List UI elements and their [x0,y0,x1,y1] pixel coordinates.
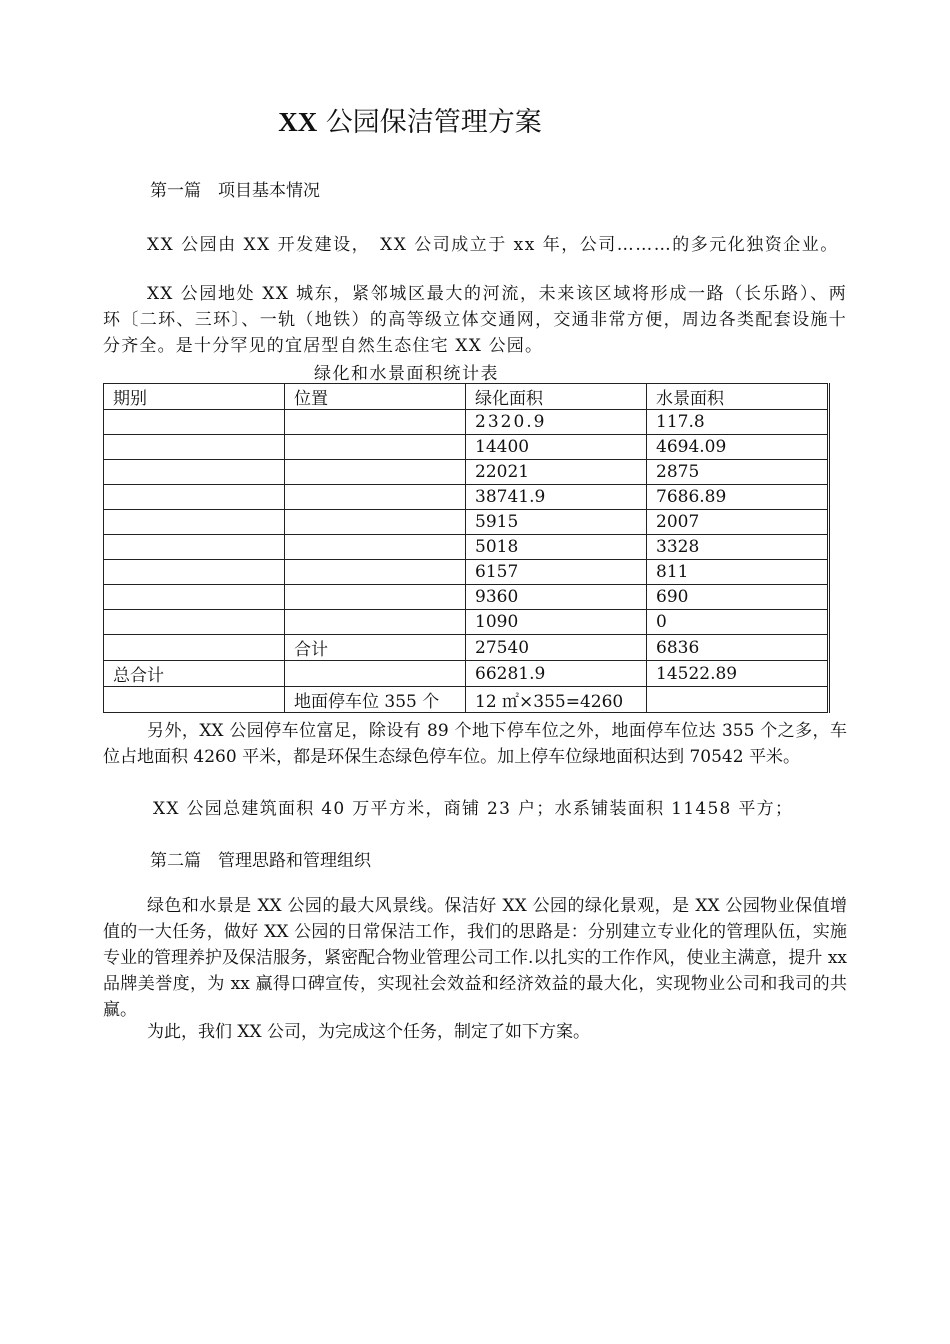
table-cell: 38741.9 [466,485,647,510]
table-cell: 6157 [466,560,647,585]
table-row [104,410,829,435]
table-row [104,510,829,535]
table-cell [104,460,285,485]
table-cell [285,510,466,535]
table-header-row [104,384,829,410]
table-cell [647,687,829,713]
table-cell [104,435,285,460]
table-cell [104,535,285,560]
table-cell: 9360 [466,585,647,610]
closing-paragraph-2: 为此，我们 XX 公司，为完成这个任务，制定了如下方案。 [147,1022,591,1042]
table-cell: 14522.89 [647,661,829,687]
table-cell: 811 [647,560,829,585]
table-row [104,610,829,635]
table-cell [104,485,285,510]
table-cell [104,610,285,635]
table-cell: 5915 [466,510,647,535]
table-cell: 5018 [466,535,647,560]
table-cell: 2875 [647,460,829,485]
closing-paragraph-1: 绿色和水景是 XX 公园的最大风景线。保洁好 XX 公园的绿化景观，是 XX 公园物业保值增值的一大任务，做好 XX 公园的日常保洁工作，我们的思路是：分别建立专业化的管理队伍，实施专业的管理养护及保洁服务，紧密配合物业管理公司工作.以扎实的工作作风，使业主满意，提升 xx 品牌美誉度，为 xx 赢得口碑宣传，实现社会效益和经济效益的最大化，实现物业公司和我司的共赢。 [103,896,847,1020]
section-2-heading: 第二篇 管理思路和管理组织 [150,851,371,871]
table-cell [285,535,466,560]
table-cell [285,610,466,635]
table-cell [285,560,466,585]
table-cell: 66281.9 [466,661,647,687]
table-cell: 2320.9 [466,410,647,435]
table-cell: 6836 [647,635,829,661]
table-caption: 绿化和水景面积统计表 [314,364,499,384]
table-cell [285,661,466,687]
intro-paragraph-1: XX 公园由 XX 开发建设， XX 公司成立于 xx 年，公司………的多元化独资企业。 [147,235,839,255]
header-location: 位置 [285,384,466,410]
table-row [104,535,829,560]
table-row [104,460,829,485]
table-cell [285,435,466,460]
table-cell: 总合计 [104,661,285,687]
table-cell: 合计 [285,635,466,661]
area-paragraph: XX 公园总建筑面积 40 万平方米，商铺 23 户；水系铺装面积 11458 平方； [153,799,794,819]
table-cell: 22021 [466,460,647,485]
table-cell: 690 [647,585,829,610]
table-total-row [104,661,829,687]
table-parking-row [104,687,829,713]
table-cell [285,485,466,510]
header-water-area: 水景面积 [647,384,829,410]
table-row [104,485,829,510]
parking-paragraph: 另外，XX 公园停车位富足，除设有 89 个地下停车位之外，地面停车位达 355 个之多，车位占地面积 4260 平米，都是环保生态绿色停车位。加上停车位绿地面积达到 70542 平米。 [103,721,847,767]
header-period: 期别 [104,384,285,410]
table-cell: 117.8 [647,410,829,435]
table-cell [104,410,285,435]
table-cell [285,410,466,435]
document-title [0,100,820,139]
table-cell [285,460,466,485]
table-row [104,435,829,460]
table-cell [104,510,285,535]
table-cell: 7686.89 [647,485,829,510]
table-cell: 2007 [647,510,829,535]
title-text: 公园保洁管理方案 [317,107,542,138]
area-statistics-table [103,383,830,713]
table-cell [104,635,285,661]
table-cell: 4694.09 [647,435,829,460]
intro-paragraph-2: XX 公园地处 XX 城东，紧邻城区最大的河流，未来该区域将形成一路（长乐路）、两环〔二环、三环〕、一轨（地铁）的高等级立体交通网，交通非常方便，周边各类配套设施十分齐全。是十分罕见的宜居型自然生态住宅 XX 公园。 [103,284,847,356]
table-cell [285,585,466,610]
table-row [104,560,829,585]
table-cell: 3328 [647,535,829,560]
table-cell: 12 ㎡×355=4260 [466,687,647,713]
title-bold-part: XX [278,107,318,137]
table-cell [104,560,285,585]
table-cell: 27540 [466,635,647,661]
table-subtotal-row [104,635,829,661]
header-green-area: 绿化面积 [466,384,647,410]
table-cell: 14400 [466,435,647,460]
table-cell: 地面停车位 355 个 [285,687,466,713]
table-cell: 1090 [466,610,647,635]
table-row [104,585,829,610]
table-cell [104,585,285,610]
table-cell [104,687,285,713]
section-1-heading: 第一篇 项目基本情况 [150,181,320,201]
table-cell: 0 [647,610,829,635]
